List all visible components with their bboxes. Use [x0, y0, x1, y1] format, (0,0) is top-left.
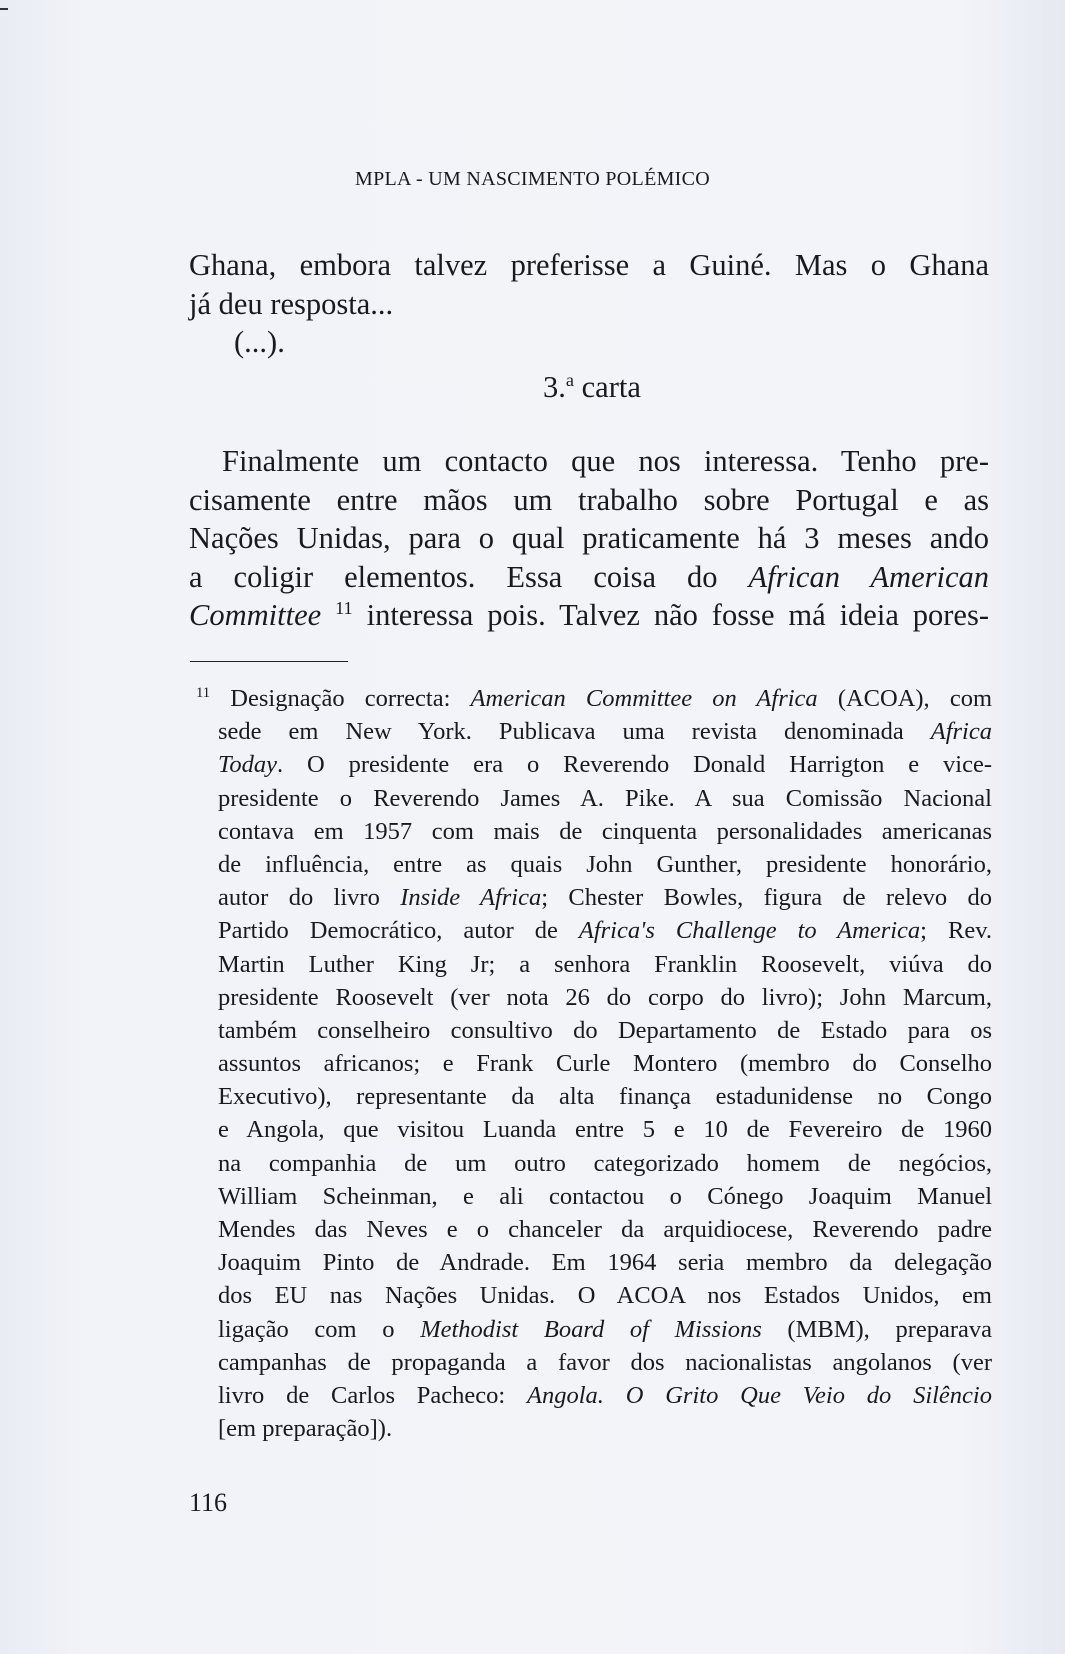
running-head: MPLA - UM NASCIMENTO POLÉMICO [354, 168, 711, 190]
letter-heading-text: 3.$^a$ carta [543, 369, 641, 404]
footnote-line: Joaquim Pinto de Andrade. Em 1964 seria membro da delegação [218, 1249, 992, 1277]
footnote-line: também conselheiro consultivo do Departamento de Estado para os [218, 1016, 992, 1044]
footnote-rule [190, 661, 348, 662]
footnote-line: Mendes das Neves e o chanceler da arquidiocese, Reverendo padre [218, 1216, 992, 1243]
letter-heading [543, 368, 743, 407]
text-line: Ghana, embora talvez preferisse a Guiné. Mas o Ghana [189, 248, 989, 282]
footnote-line: Partido Democrático, autor de Africa's Challenge to America; Rev. [218, 917, 992, 945]
footnote-line: Executivo), representante da alta finança estadunidense no Congo [218, 1083, 992, 1111]
footnote-line: $^{11}$ Designação correcta: American Committee on Africa (ACOA), com [196, 684, 992, 712]
footnote-line: presidente Roosevelt (ver nota 26 do corpo do livro); John Marcum, [218, 983, 992, 1011]
page-number: 116 [189, 1488, 228, 1517]
footnote-line: de influência, entre as quais John Gunther, presidente honorário, [218, 850, 992, 878]
text-line: Committee $^{11}$ interessa pois. Talvez não fosse má ideia pores- [189, 597, 989, 632]
footnote-line: campanhas de propaganda a favor dos nacionalistas angolanos (ver [218, 1348, 992, 1376]
text-line: a coligir elementos. Essa coisa do African American [189, 559, 989, 594]
footnote-line: na companhia de um outro categorizado homem de negócios, [218, 1149, 992, 1177]
footnote-line: ligação com o Methodist Board of Missions (MBM), preparava [218, 1315, 993, 1343]
footnote-line: contava em 1957 com mais de cinquenta personalidades americanas [218, 817, 992, 845]
footnote-line: presidente o Reverendo James A. Pike. A sua Comissão Nacional [218, 784, 992, 812]
footnote-number: 11 [196, 684, 211, 701]
footnote-reference: 11 [335, 597, 353, 618]
text-line: Nações Unidas, para o qual praticamente há 3 meses ando [189, 521, 989, 555]
footnote-line: dos EU nas Nações Unidas. O ACOA nos Estados Unidos, em [218, 1282, 992, 1310]
footnote-line: William Scheinman, e ali contactou o Cónego Joaquim Manuel [218, 1182, 992, 1210]
footnote-line: autor do livro Inside Africa; Chester Bowles, figura de relevo do [218, 884, 992, 912]
footnote-line: livro de Carlos Pacheco: Angola. O Grito Que Veio do Silêncio [218, 1381, 992, 1409]
footnote-line: assuntos africanos; e Frank Curle Montero (membro do Conselho [218, 1050, 992, 1078]
footnote-line: [em preparação]). [218, 1415, 393, 1443]
text-line: (...). [234, 325, 285, 359]
text-line: Finalmente um contacto que nos interessa. Tenho pre- [222, 444, 989, 478]
paragraph-letter [189, 442, 989, 635]
paragraph-continuation [189, 246, 989, 362]
footnote-line: Today. O presidente era o Reverendo Donald Harrigton e vice- [218, 751, 992, 779]
text-line: cisamente entre mãos um trabalho sobre Portugal e as [189, 482, 989, 517]
text-line: já deu resposta... [189, 286, 394, 321]
footnote-11 [196, 682, 992, 1445]
footnote-line: Martin Luther King Jr; a senhora Franklin Roosevelt, viúva do [218, 950, 992, 978]
scan-mark [0, 8, 8, 10]
footnote-line: sede em New York. Publicava uma revista denominada Africa [218, 718, 992, 746]
footnote-line: e Angola, que visitou Luanda entre 5 e 10 de Fevereiro de 1960 [218, 1116, 992, 1144]
